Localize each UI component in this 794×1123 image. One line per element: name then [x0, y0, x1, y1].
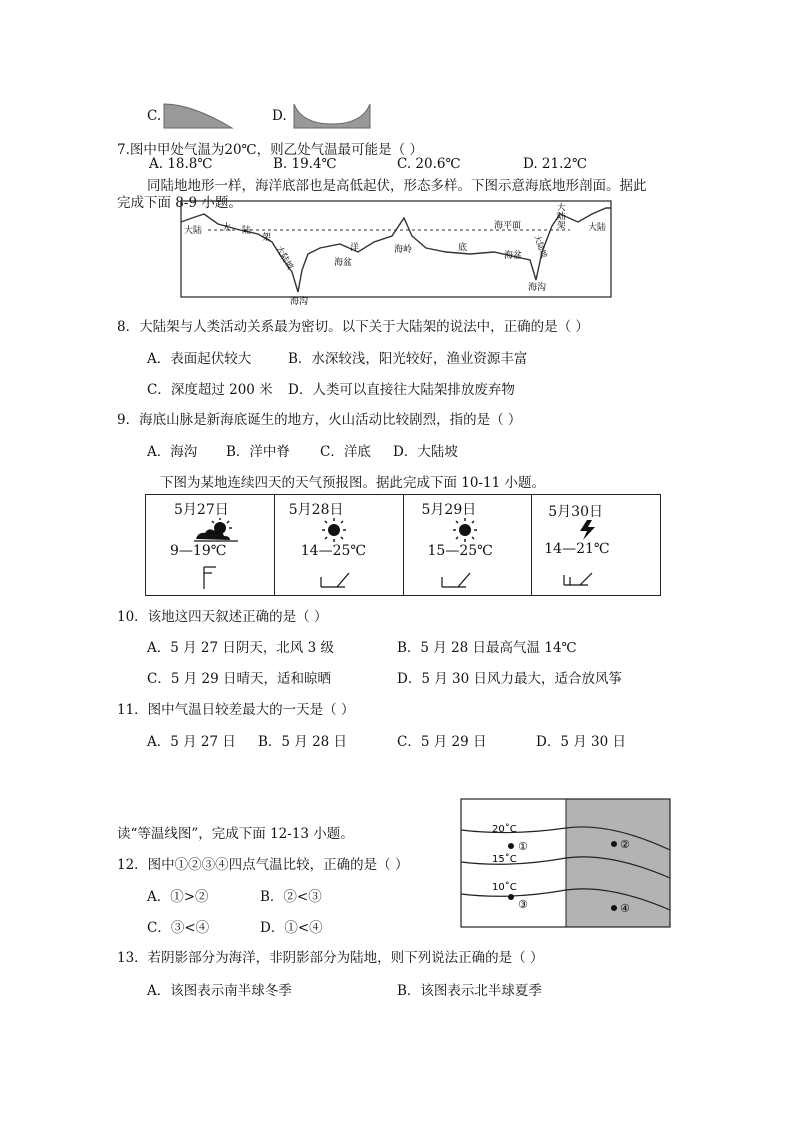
q9-option-a: A．海沟 — [147, 444, 198, 460]
option-c-label: C. — [147, 108, 162, 124]
weather-day-1 — [146, 495, 275, 595]
point-2-label: ② — [620, 838, 630, 851]
point-1-label: ① — [518, 840, 528, 853]
q8-option-a: A．表面起伏较大 — [147, 351, 252, 367]
weather-temp: 9—19℃ — [170, 543, 227, 559]
label-right-shelf-3: 架 — [557, 221, 566, 231]
q9-stem: 9．海底山脉是新海底诞生的地方，火山活动比较剧烈，指的是（ ） — [117, 412, 522, 428]
q8-option-d: D．人类可以直接往大陆架排放废弃物 — [288, 382, 515, 398]
label-right-land: 大陆 — [588, 223, 607, 233]
weather-date: 5月30日 — [548, 504, 603, 520]
label-ocean-1: 洋 — [350, 243, 360, 253]
q11-option-d: D．5 月 30 日 — [536, 734, 626, 750]
label-left-slope: 大陆坡 — [273, 244, 295, 272]
ocean-shading — [566, 799, 670, 927]
point-4-label: ④ — [620, 902, 630, 915]
isotherm-label-20: 20˚C — [492, 824, 517, 835]
label-ridge: 海岭 — [394, 245, 413, 255]
q10-option-b: B．5 月 28 日最高气温 14℃ — [397, 640, 577, 656]
wind-barb-icon — [562, 567, 598, 591]
q10-stem: 10．该地这四天叙述正确的是（ ） — [117, 609, 328, 625]
wind-barb-icon — [200, 565, 224, 591]
q12-option-a: A．①>② — [147, 889, 209, 905]
label-trench-right: 海沟 — [528, 283, 547, 293]
weather-date: 5月29日 — [421, 502, 477, 518]
q7-option-b: B. 19.4℃ — [273, 156, 337, 172]
intro-12-13: 读“等温线图”，完成下面 12-13 小题。 — [117, 826, 354, 842]
point-4-dot — [611, 905, 617, 911]
q11-option-b: B．5 月 28 日 — [258, 734, 348, 750]
point-2-dot — [611, 841, 617, 847]
option-d-label: D. — [272, 108, 287, 124]
weather-date: 5月28日 — [288, 502, 344, 518]
isotherm-map — [460, 798, 672, 930]
label-trench-left: 海沟 — [290, 297, 309, 306]
option-c-shape — [162, 98, 234, 130]
q10-option-d: D．5 月 30 日风力最大，适合放风筝 — [397, 671, 622, 687]
q9-option-d: D．大陆坡 — [393, 444, 458, 460]
weather-date: 5月27日 — [174, 502, 229, 518]
label-left-land: 大陆 — [184, 226, 203, 236]
q12-option-c: C．③<④ — [147, 920, 210, 936]
point-3-label: ③ — [518, 898, 528, 911]
label-shelf-3: 架 — [262, 233, 272, 243]
label-ocean-2: 底 — [458, 243, 468, 253]
q11-option-c: C．5 月 29 日 — [397, 734, 487, 750]
q11-option-a: A．5 月 27 日 — [147, 734, 236, 750]
q8-stem: 8．大陆架与人类活动关系最为密切。以下关于大陆架的说法中，正确的是（ ） — [117, 319, 589, 335]
label-right-slope: 大陆坡 — [532, 233, 549, 260]
partly-cloudy-icon — [192, 517, 244, 543]
weather-forecast-table — [145, 494, 661, 596]
label-sea-level: 海平面 — [494, 221, 522, 231]
label-basin-right: 海盆 — [504, 251, 523, 261]
intro-10-11: 下图为某地连续四天的天气预报图。据此完成下面 10-11 小题。 — [160, 475, 545, 491]
q7-option-a: A. 18.8℃ — [149, 156, 213, 172]
q9-option-b: B．洋中脊 — [226, 444, 290, 460]
label-shelf-1: 大 — [222, 223, 232, 233]
weather-day-3 — [404, 495, 533, 595]
weather-day-2 — [275, 495, 404, 595]
label-right-shelf-2: 陆 — [557, 212, 566, 222]
sun-icon — [319, 517, 349, 543]
q13-option-a: A．该图表示南半球冬季 — [147, 983, 292, 999]
q10-option-c: C．5 月 29 日晴天，适和晾晒 — [147, 671, 331, 687]
weather-temp: 14—25℃ — [300, 543, 367, 559]
point-1-dot — [508, 843, 514, 849]
q12-option-d: D．①<④ — [260, 920, 323, 936]
q7-option-d: D. 21.2℃ — [523, 156, 588, 172]
label-right-shelf-1: 大 — [557, 203, 566, 213]
q12-option-b: B．②<③ — [260, 889, 322, 905]
q8-option-c: C．深度超过 200 米 — [147, 382, 273, 398]
q13-stem: 13．若阴影部分为海洋，非阴影部分为陆地，则下列说法正确的是（ ） — [117, 950, 544, 966]
option-d-shape — [292, 98, 372, 130]
label-basin-left: 海盆 — [334, 258, 353, 268]
intro-8-9-line2: 完成下面 8-9 小题。 — [117, 195, 242, 211]
wind-barb-icon — [440, 569, 476, 591]
q8-option-b: B．水深较浅，阳光较好，渔业资源丰富 — [288, 351, 528, 367]
weather-temp: 14—21℃ — [544, 541, 610, 557]
weather-temp: 15—25℃ — [427, 543, 493, 559]
q12-stem: 12．图中①②③④四点气温比较，正确的是（ ） — [117, 857, 409, 873]
sun-icon — [450, 517, 480, 543]
q11-stem: 11．图中气温日较差最大的一天是（ ） — [117, 702, 355, 718]
q7-option-c: C. 20.6℃ — [397, 156, 461, 172]
q9-option-c: C．洋底 — [320, 444, 371, 460]
thunder-icon — [578, 519, 598, 541]
q10-option-a: A．5 月 27 日阴天，北风 3 级 — [147, 640, 335, 656]
intro-8-9-line1: 同陆地地形一样，海洋底部也是高低起伏，形态多样。下图示意海底地形剖面。据此 — [147, 178, 647, 194]
weather-day-4 — [532, 495, 660, 595]
q7-stem: 7.图中甲处气温为20℃，则乙处气温最可能是（ ） — [117, 142, 423, 158]
wind-barb-icon — [319, 569, 355, 591]
isotherm-label-10: 10˚C — [492, 882, 517, 893]
label-shelf-2: 陆 — [242, 226, 252, 236]
seafloor-profile-diagram — [180, 200, 612, 306]
q13-option-b: B．该图表示北半球夏季 — [397, 983, 542, 999]
isotherm-label-15: 15˚C — [492, 854, 517, 865]
point-3-dot — [508, 894, 514, 900]
